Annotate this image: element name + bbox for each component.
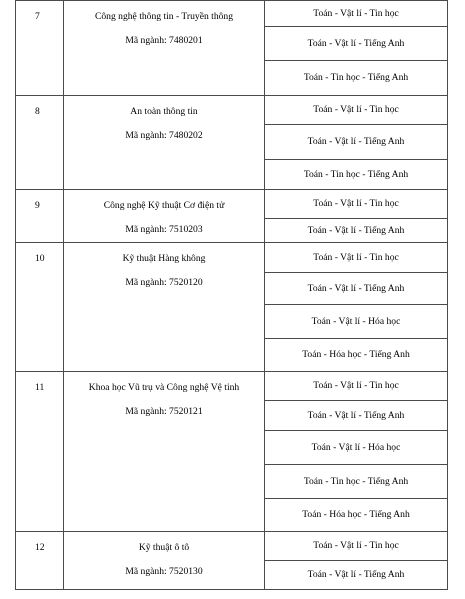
stt-cell: [16, 190, 64, 243]
table-row: [16, 243, 448, 273]
major-code: Mã ngành: 7480202: [125, 130, 203, 141]
stt-number: 8: [35, 106, 40, 117]
subject-combination: Toán - Vật lí - Tin học: [265, 1, 448, 27]
stt-cell: [16, 532, 64, 590]
stt-cell: [16, 1, 64, 96]
major-cell: [64, 96, 265, 190]
major-name: An toàn thông tin: [130, 106, 198, 117]
major-name: Công nghệ thông tin - Truyền thông: [94, 11, 234, 22]
stt-number: 11: [35, 382, 45, 393]
stt-cell: [16, 243, 64, 372]
subject-combination: Toán - Vật lí - Tin học: [265, 372, 448, 401]
major-name: Khoa học Vũ trụ và Công nghệ Vệ tinh: [88, 382, 240, 393]
subject-combination: Toán - Hóa học - Tiếng Anh: [265, 339, 448, 372]
stt-number: 12: [35, 542, 45, 553]
major-cell: [64, 243, 265, 372]
stt-cell: [16, 96, 64, 190]
table-row: [16, 1, 448, 27]
subject-combination: Toán - Vật lí - Hóa học: [265, 431, 448, 465]
major-name: Kỹ thuật Hàng không: [122, 253, 206, 264]
major-cell: [64, 372, 265, 532]
major-name: Công nghệ Kỹ thuật Cơ điện tử: [103, 200, 225, 211]
major-cell: [64, 532, 265, 590]
subject-combination: Toán - Vật lí - Tin học: [265, 190, 448, 219]
subject-combination: Toán - Tin học - Tiếng Anh: [265, 160, 448, 190]
subject-combination: Toán - Vật lí - Tin học: [265, 532, 448, 561]
major-code: Mã ngành: 7510203: [125, 224, 203, 235]
major-code: Mã ngành: 7480201: [125, 35, 203, 46]
major-cell: [64, 1, 265, 96]
table-row: [16, 190, 448, 219]
subject-combination: Toán - Tin học - Tiếng Anh: [265, 61, 448, 96]
subject-combination: Toán - Hóa học - Tiếng Anh: [265, 499, 448, 532]
subject-combination: Toán - Vật lí - Tiếng Anh: [265, 273, 448, 305]
major-name: Kỹ thuật ô tô: [138, 542, 190, 553]
major-code: Mã ngành: 7520121: [125, 406, 203, 417]
table-row: [16, 96, 448, 125]
subject-combination: Toán - Vật lí - Tiếng Anh: [265, 401, 448, 431]
subject-combination: Toán - Vật lí - Tin học: [265, 96, 448, 125]
stt-number: 7: [35, 11, 40, 22]
major-code: Mã ngành: 7520130: [125, 566, 203, 577]
subject-combination: Toán - Vật lí - Tiếng Anh: [265, 219, 448, 243]
major-code: Mã ngành: 7520120: [125, 277, 203, 288]
subject-combination: Toán - Vật lí - Tiếng Anh: [265, 561, 448, 590]
subject-combination: Toán - Vật lí - Tiếng Anh: [265, 125, 448, 160]
stt-cell: [16, 372, 64, 532]
table-row: [16, 372, 448, 401]
table-row: [16, 532, 448, 561]
majors-table: [15, 0, 448, 590]
subject-combination: Toán - Vật lí - Tiếng Anh: [265, 27, 448, 61]
major-cell: [64, 190, 265, 243]
subject-combination: Toán - Vật lí - Hóa học: [265, 305, 448, 339]
stt-number: 9: [35, 200, 40, 211]
stt-number: 10: [35, 253, 45, 264]
subject-combination: Toán - Vật lí - Tin học: [265, 243, 448, 273]
subject-combination: Toán - Tin học - Tiếng Anh: [265, 465, 448, 499]
